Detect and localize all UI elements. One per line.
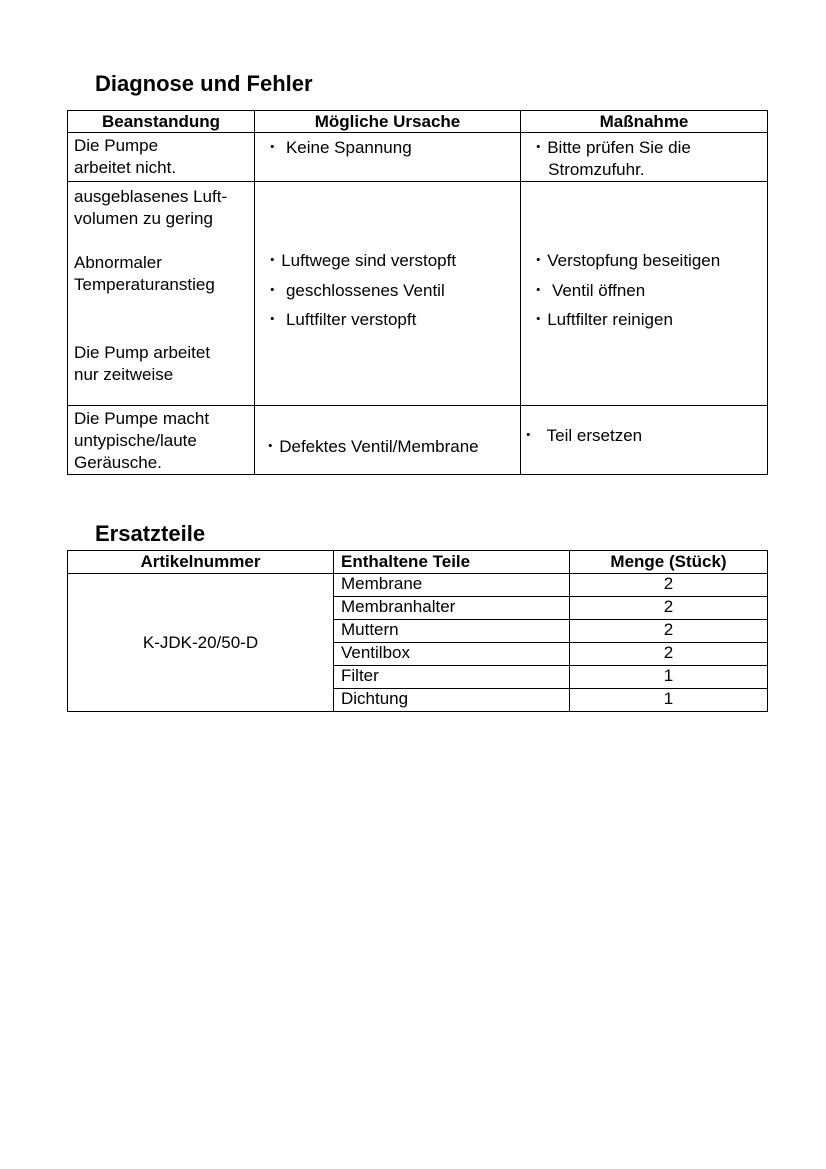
header-artikelnummer: Artikelnummer bbox=[68, 551, 334, 574]
action-item: ･ Bitte prüfen Sie die Stromzufuhr. bbox=[534, 138, 691, 179]
ersatzteile-title: Ersatzteile bbox=[95, 521, 206, 546]
action-item: ･ Verstopfung beseitigen bbox=[534, 251, 721, 271]
header-massnahme: Maßnahme bbox=[521, 111, 768, 133]
part-qty: 1 bbox=[570, 666, 768, 689]
diagnose-table bbox=[67, 110, 768, 475]
ersatzteile-table bbox=[67, 550, 768, 712]
header-menge: Menge (Stück) bbox=[570, 551, 768, 574]
cause-cell bbox=[255, 406, 521, 475]
action-item: ･ Ventil öffnen bbox=[534, 280, 646, 300]
cause-cell bbox=[255, 182, 521, 406]
part-qty: 1 bbox=[570, 689, 768, 712]
cause-item: ･ Defektes Ventil/Membrane bbox=[266, 437, 479, 456]
diagnose-title: Diagnose und Fehler bbox=[95, 71, 313, 96]
problem-text: Die Pump arbeitet nur zeitweise bbox=[74, 343, 211, 384]
problem-cell bbox=[68, 182, 255, 406]
ersatzteile-header-row bbox=[68, 551, 768, 574]
part-name: Dichtung bbox=[334, 689, 570, 712]
header-moegliche-ursache: Mögliche Ursache bbox=[255, 111, 521, 133]
header-enthaltene-teile: Enthaltene Teile bbox=[334, 551, 570, 574]
part-qty: 2 bbox=[570, 574, 768, 597]
part-name: Filter bbox=[334, 666, 570, 689]
action-cell bbox=[521, 406, 768, 475]
header-beanstandung: Beanstandung bbox=[68, 111, 255, 133]
article-number: K-JDK-20/50-D bbox=[68, 574, 334, 712]
part-name: Membrane bbox=[334, 574, 570, 597]
table-row bbox=[68, 133, 768, 182]
part-name: Muttern bbox=[334, 620, 570, 643]
diagnose-header-row bbox=[68, 111, 768, 133]
table-row bbox=[68, 182, 768, 406]
problem-text: Die Pumpe arbeitet nicht. bbox=[74, 136, 177, 177]
cause-item: ･ Luftwege sind verstopft bbox=[268, 251, 457, 271]
part-qty: 2 bbox=[570, 620, 768, 643]
problem-cell bbox=[68, 133, 255, 182]
cause-item: ･ Luftfilter verstopft bbox=[268, 310, 417, 330]
action-item: ･ Teil ersetzen bbox=[524, 425, 643, 445]
part-qty: 2 bbox=[570, 643, 768, 666]
table-row bbox=[68, 406, 768, 475]
problem-text: Abnormaler Temperaturanstieg bbox=[74, 253, 215, 294]
problem-cell bbox=[68, 406, 255, 475]
cause-item: ･ Keine Spannung bbox=[268, 138, 412, 157]
problem-text: ausgeblasenes Luft- volumen zu gering bbox=[74, 187, 228, 228]
part-name: Membranhalter bbox=[334, 597, 570, 620]
table-row bbox=[68, 574, 768, 597]
action-cell bbox=[521, 182, 768, 406]
cause-item: ･ geschlossenes Ventil bbox=[268, 280, 445, 300]
problem-text: Die Pumpe macht untypische/laute Geräusche. bbox=[74, 409, 210, 472]
part-qty: 2 bbox=[570, 597, 768, 620]
action-cell bbox=[521, 133, 768, 182]
part-name: Ventilbox bbox=[334, 643, 570, 666]
action-item: ･ Luftfilter reinigen bbox=[534, 310, 673, 330]
cause-cell bbox=[255, 133, 521, 182]
